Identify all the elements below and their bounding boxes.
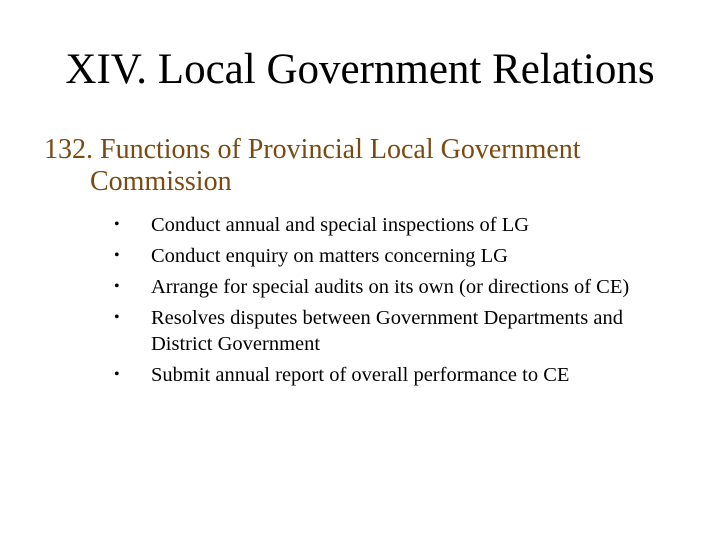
bullet-text: Conduct enquiry on matters concerning LG <box>151 245 508 267</box>
bullet-icon: • <box>114 278 120 295</box>
bullet-item <box>0 212 671 238</box>
bullet-text: Submit annual report of overall performance to CE <box>151 364 570 386</box>
section-heading-line-1: 132. Functions of Provincial Local Government <box>44 134 581 165</box>
bullet-item <box>0 362 671 388</box>
bullet-icon: • <box>114 309 120 326</box>
bullet-item <box>0 274 671 300</box>
bullet-icon: • <box>114 366 120 383</box>
section-heading-line-2: Commission <box>90 166 232 197</box>
bullet-text: Resolves disputes between Government Departments and District Government <box>151 307 623 355</box>
bullet-list <box>0 212 720 393</box>
bullet-item <box>0 305 671 357</box>
bullet-icon: • <box>114 247 120 264</box>
slide-title: XIV. Local Government Relations <box>65 46 655 93</box>
bullet-text: Conduct annual and special inspections of LG <box>151 214 530 236</box>
bullet-text: Arrange for special audits on its own (or directions of CE) <box>151 276 630 298</box>
section-heading <box>44 134 704 198</box>
bullet-icon: • <box>114 216 120 233</box>
bullet-item <box>0 243 671 269</box>
